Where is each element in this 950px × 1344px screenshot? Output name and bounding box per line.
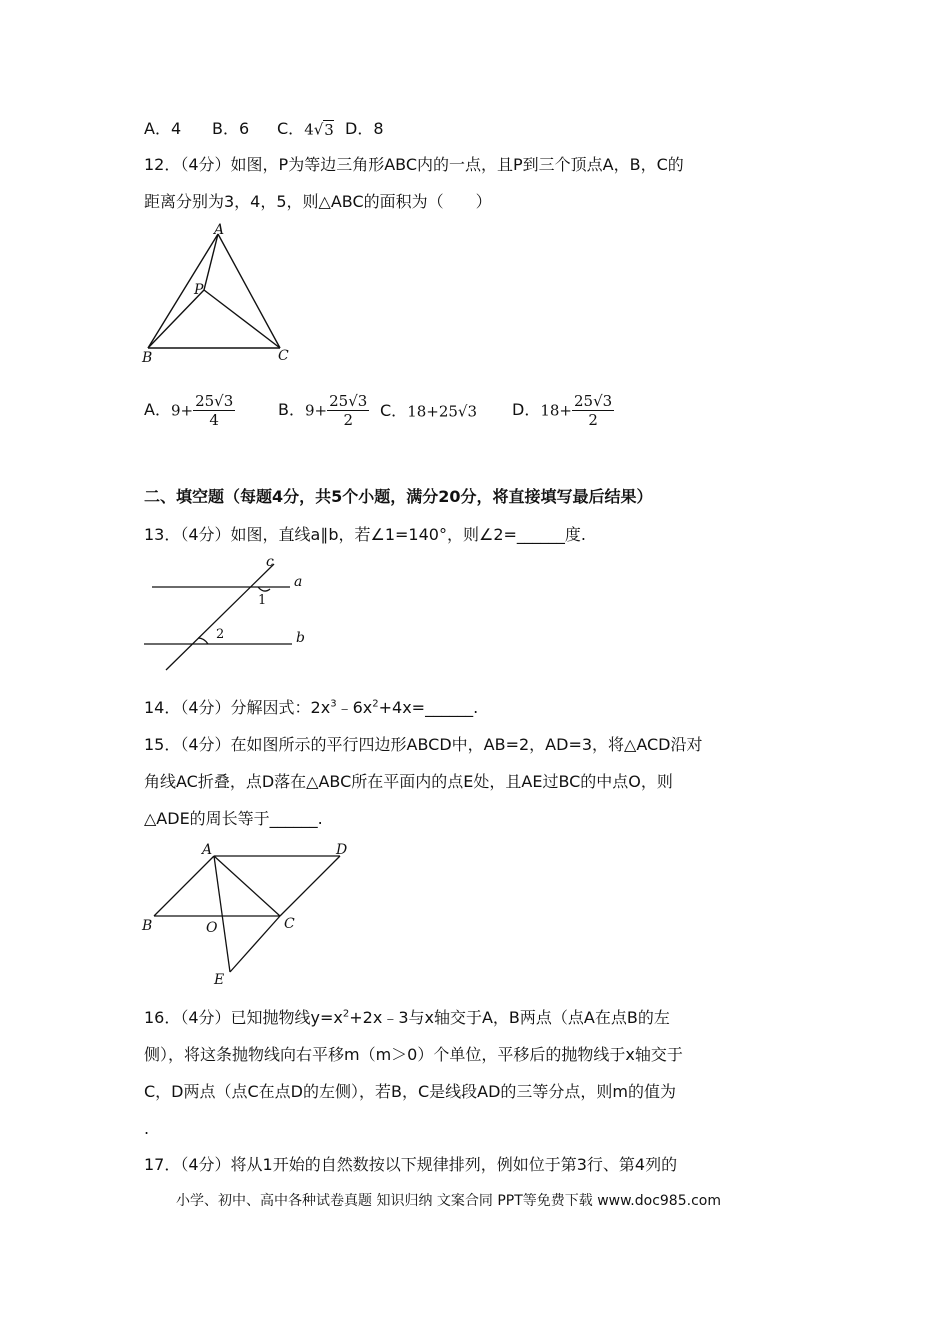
q15-line-1: 15．（4分）在如图所示的平行四边形ABCD中，AB=2，AD=3，将△ACD沿对 bbox=[144, 735, 703, 754]
q11-option-b: B．6 bbox=[212, 119, 250, 138]
q13-label-angle-2: 2 bbox=[216, 627, 225, 642]
q13-line-1: 13．（4分）如图，直线a∥b，若∠1=140°，则∠2=______度. bbox=[144, 525, 586, 544]
page-footer: 小学、初中、高中各种试卷真题 知识归纳 文案合同 PPT等免费下载 www.doc985.com bbox=[176, 1193, 721, 1209]
q12-label-p: P bbox=[194, 282, 204, 298]
q15-label-a: A bbox=[202, 842, 213, 858]
q12-label-a: A bbox=[214, 222, 225, 238]
q15-line-2: 角线AC折叠，点D落在△ABC所在平面内的点E处，且AE过BC的中点O，则 bbox=[144, 772, 673, 791]
q13-label-a: a bbox=[294, 574, 303, 590]
q15-label-b: B bbox=[142, 918, 153, 934]
q13-label-b: b bbox=[296, 630, 305, 646]
q11-option-c: C．4√3 bbox=[277, 119, 334, 139]
q16-line-1: 16．（4分）已知抛物线$y=x^2+2x﹣3$与x轴交于A，B两点（点A在点B的左 bbox=[144, 1008, 670, 1027]
q16-line-2: 侧），将这条抛物线向右平移m（m＞0）个单位，平移后的抛物线于x轴交于 bbox=[144, 1045, 683, 1064]
q12-triangle-figure bbox=[138, 222, 298, 370]
section-2-heading: 二、填空题（每题4分，共5个小题，满分20分，将直接填写最后结果） bbox=[144, 487, 653, 506]
q17-line-1: 17．（4分）将从1开始的自然数按以下规律排列，例如位于第3行、第4列的 bbox=[144, 1155, 678, 1174]
q11-option-c-coef: 4 bbox=[304, 120, 314, 139]
q12-option-a: A．9+ $\frac{25√3}{4}$ bbox=[144, 392, 234, 429]
q13-label-c: c bbox=[266, 554, 274, 570]
q15-parallelogram-figure bbox=[138, 838, 360, 990]
q11-option-c-label: C． bbox=[277, 119, 305, 138]
q11-option-c-radicand: 3 bbox=[324, 120, 334, 139]
q12-label-b: B bbox=[142, 350, 153, 366]
q12-label-c: C bbox=[278, 348, 289, 364]
q12-option-c: C．18+25√3 bbox=[380, 401, 478, 421]
q15-line-3: △ADE的周长等于______. bbox=[144, 809, 323, 828]
q13-parallel-lines-figure bbox=[140, 552, 320, 674]
q16-line-3: C，D两点（点C在点D的左侧），若B，C是线段AD的三等分点，则m的值为 bbox=[144, 1082, 676, 1101]
q12-option-d: D．18+ $\frac{25√3}{2}$ bbox=[512, 392, 613, 429]
q13-label-angle-1: 1 bbox=[258, 593, 267, 608]
q11-option-d: D．8 bbox=[345, 119, 384, 138]
q12-line-1: 12．（4分）如图，P为等边三角形ABC内的一点，且P到三个顶点A，B，C的 bbox=[144, 155, 684, 174]
q15-label-o: O bbox=[206, 920, 218, 936]
q14-line-1: 14．（4分）分解因式：$2x^3﹣6x^2+4x=\_\_\_\_\_\_$. bbox=[144, 698, 479, 717]
q15-label-e: E bbox=[214, 972, 225, 988]
q15-label-d: D bbox=[336, 842, 348, 858]
q12-option-b: B．9+ $\frac{25√3}{2}$ bbox=[278, 392, 368, 429]
q11-option-a: A．4 bbox=[144, 119, 182, 138]
q16-line-4: . bbox=[144, 1119, 150, 1138]
q12-line-2: 距离分别为3，4，5，则△ABC的面积为（ ） bbox=[144, 192, 492, 211]
q15-label-c: C bbox=[284, 916, 295, 932]
